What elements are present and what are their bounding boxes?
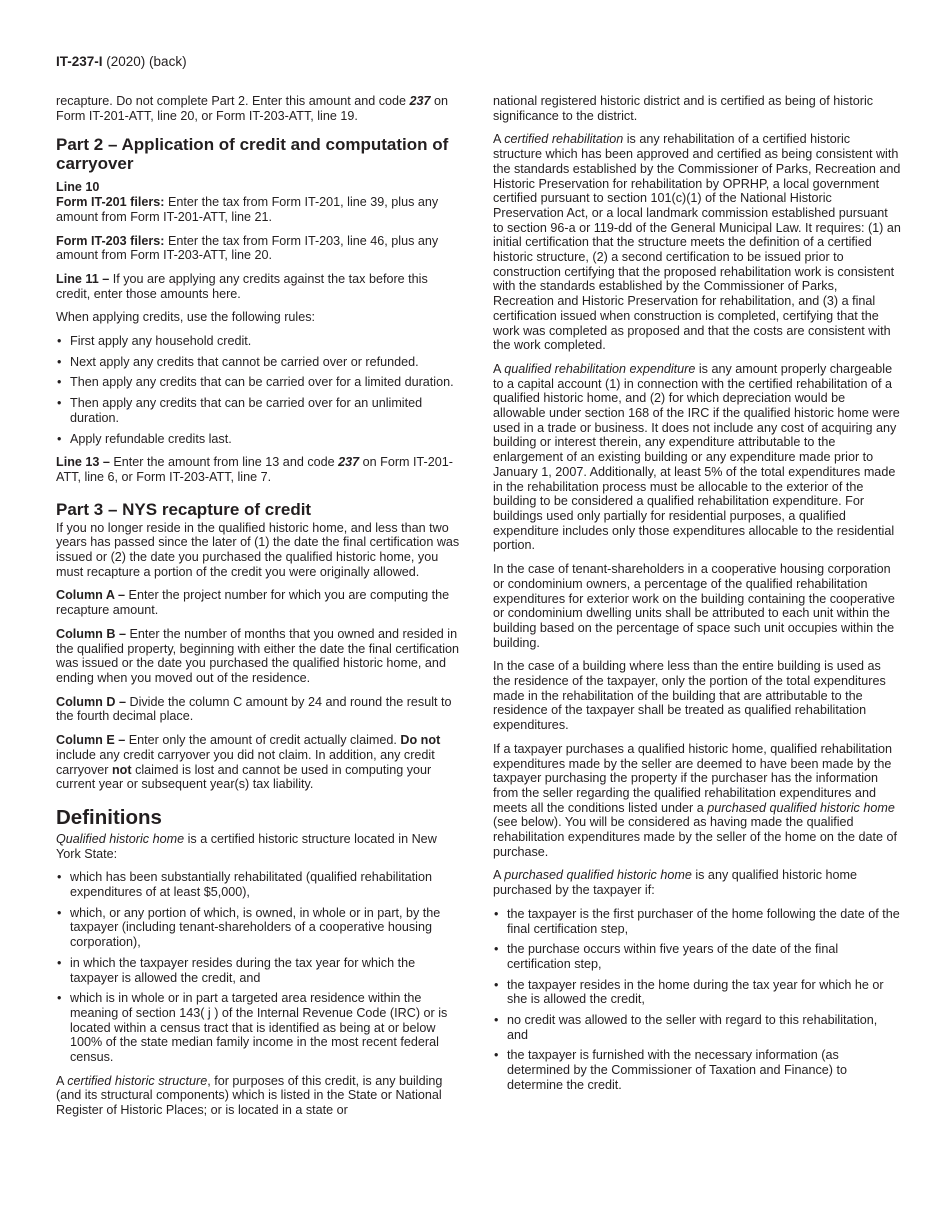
list-item: • Apply refundable credits last. (57, 431, 232, 446)
list-item: • the purchase occurs within five years of the date of the final certification step, (494, 942, 839, 971)
part3-paragraph: If you no longer reside in the qualified historic home, and less than two years has passed since the later of (1) the date the final certification was issued or (2) the date you purchased the qualified historic home, you must recapture a portion of the credit you were originally allowed. (56, 520, 460, 579)
left-column (56, 94, 464, 1127)
list-item: • First apply any household credit. (57, 334, 252, 349)
list-item: • Next apply any credits that cannot be carried over or refunded. (57, 354, 419, 369)
list-item: • the taxpayer is furnished with the necessary information (as determined by the Commissioner of Taxation and Finance) to determine the credit. (494, 1048, 847, 1092)
qhh-paragraph: Qualified historic home is a certified historic structure located in New York State: (56, 831, 437, 861)
qre-paragraph: A qualified rehabilitation expenditure is any amount properly chargeable to a capital account (1) in connection with the certified rehabilitation of a qualified historic home, and (2) for which depreciation would be allowable under section 168 of the IRC if the qualified historic home were used in a trade or business. It does not include any cost of acquiring any building or interest therein, any expenditure attributable to the enlargement of an existing building or any expenditure made prior to January 1, 2007. Additionally, at least 5% of the total expenditures made in the rehabilitation process must be allocable to the exterior of the building to be considered a qualified rehabilitation expenditure. For buildings used only partially for residential purposes, a qualified expenditure includes only those expenditures allocable to the residential portion. (493, 361, 900, 553)
certified-rehabilitation-paragraph: A certified rehabilitation is any rehabilitation of a certified historic structure which has been approved and certified as being consistent with the standards established by the Commissioner of Parks, Recreation and Historic Preservation for rehabilitation by OPRHP, a local government certified pursuant to section 101(c)(1) of the National Historic Preservation Act, or a local landmark commission established pursuant to section 96-a or 119-dd of the General Municipal Law. It requires: (1) an initial certification that the structure meets the definition of a certified historic structure, (2) a second certification to be issued prior to construction certifying that the proposed rehabilitation work is consistent with the standards established by the Commissioner of Parks, Recreation and Historic Preservation for rehabilitation, and (3) a final certification issued when construction is completed, certifying that the work was completed as proposed and that the costs are consistent with the work completed. (493, 132, 901, 353)
definitions-title: Definitions (56, 805, 162, 829)
pqhh-paragraph: A purchased qualified historic home is any qualified historic home purchased by the taxpayer if: (493, 868, 858, 898)
list-item: • the taxpayer resides in the home during the tax year for which he or she is allowed the credit, (494, 977, 884, 1007)
pqhh-list (493, 907, 901, 1093)
list-item: • no credit was allowed to the seller with regard to this rehabilitation, and (494, 1013, 878, 1042)
list-item: • Then apply any credits that can be carried over for a limited duration. (57, 375, 454, 390)
intro-paragraph: recapture. Do not complete Part 2. Enter this amount and code 237 on Form IT-201-ATT, line 20, or Form IT-203-ATT, line 19. (56, 94, 449, 123)
right-column (493, 94, 901, 1102)
qhh-list (56, 870, 464, 1064)
purchase-paragraph: If a taxpayer purchases a qualified historic home, qualified rehabilitation expenditures made by the seller are deemed to have been made by the taxpayer purchasing the property if the purchaser has the information from the seller regarding the qualified rehabilitation expenditures and meets all the conditions listed under a purchased qualified historic home (see below). You will be considered as having made the qualified rehabilitation expenditures made by the seller of the home on the date of purchase. (493, 741, 897, 859)
continuation-paragraph: national registered historic district and is certified as being of historic significance to the district. (493, 94, 874, 123)
rules-intro: When applying credits, use the following rules: (56, 310, 316, 325)
chs-paragraph: A certified historic structure, for purposes of this credit, is any building (and its structural components) which is listed in the State or National Register of Historic Places; or is located in a state or (56, 1073, 443, 1118)
part2-title: Part 2 – Application of credit and computation of carryover (56, 135, 449, 174)
it203-paragraph: Form IT-203 filers: Enter the tax from Form IT-203, line 46, plus any amount from Form IT-203-ATT, line 20. (56, 233, 439, 263)
list-item: • which has been substantially rehabilitated (qualified rehabilitation expenditures of at least $5,000), (57, 870, 432, 900)
form-year: (2020) (back) (102, 54, 187, 69)
column-e-paragraph: Column E – Enter only the amount of credit actually claimed. Do not include any credit carryover you did not claim. In addition, any credit carryover not claimed is lost and cannot be used in computing your current year or subsequent year(s) tax liability. (56, 733, 441, 792)
column-a-paragraph: Column A – Enter the project number for which you are computing the recapture amount. (56, 588, 450, 618)
page-header (56, 54, 187, 70)
part3-title: Part 3 – NYS recapture of credit (56, 499, 312, 519)
list-item: • the taxpayer is the first purchaser of the home following the date of the final certification step, (494, 906, 900, 936)
rules-list (56, 334, 464, 446)
list-item: • which is in whole or in part a targeted area residence within the meaning of section 143( j ) of the Internal Revenue Code (IRC) or is located within a census tract that is identified as being at or below 100% of the state median family income in the most recent federal census. (57, 991, 448, 1065)
list-item: • Then apply any credits that can be carried over for an unlimited duration. (57, 396, 423, 425)
line11-paragraph: Line 11 – If you are applying any credits against the tax before this credit, enter those amounts here. (56, 271, 428, 301)
line10-heading: Line 10 (56, 180, 100, 195)
line13-paragraph: Line 13 – Enter the amount from line 13 and code 237 on Form IT-201-ATT, line 6, or Form IT-203-ATT, line 7. (56, 455, 453, 484)
building-paragraph: In the case of a building where less than the entire building is used as the residence of the taxpayer, only the portion of the total expenditures made in the rehabilitation of the building that are attributable to the residence of the taxpayer shall be treated as qualified rehabilitation expenditures. (493, 659, 886, 733)
it201-paragraph: Form IT-201 filers: Enter the tax from Form IT-201, line 39, plus any amount from Form IT-201-ATT, line 21. (56, 195, 439, 224)
tenant-paragraph: In the case of tenant-shareholders in a cooperative housing corporation or condominium owners, a percentage of the qualified rehabilitation expenditures for exterior work on the building containing the cooperative or condominium dwelling units shall be attributed to each unit within the building based on the percentage of space such unit occupies within the building. (493, 562, 895, 650)
column-b-paragraph: Column B – Enter the number of months that you owned and resided in the qualified property, beginning with either the date the final certification was issued or the date you purchased the qualified historic home, and ending when you moved out of the residence. (56, 626, 460, 685)
list-item: • in which the taxpayer resides during the tax year for which the taxpayer is allowed the credit, and (57, 955, 416, 985)
list-item: • which, or any portion of which, is owned, in whole or in part, by the taxpayer (including tenant-shareholders of a cooperative housing corporation), (57, 905, 441, 950)
form-id: IT-237-I (56, 54, 103, 69)
column-d-paragraph: Column D – Divide the column C amount by 24 and round the result to the fourth decimal place. (56, 694, 452, 724)
